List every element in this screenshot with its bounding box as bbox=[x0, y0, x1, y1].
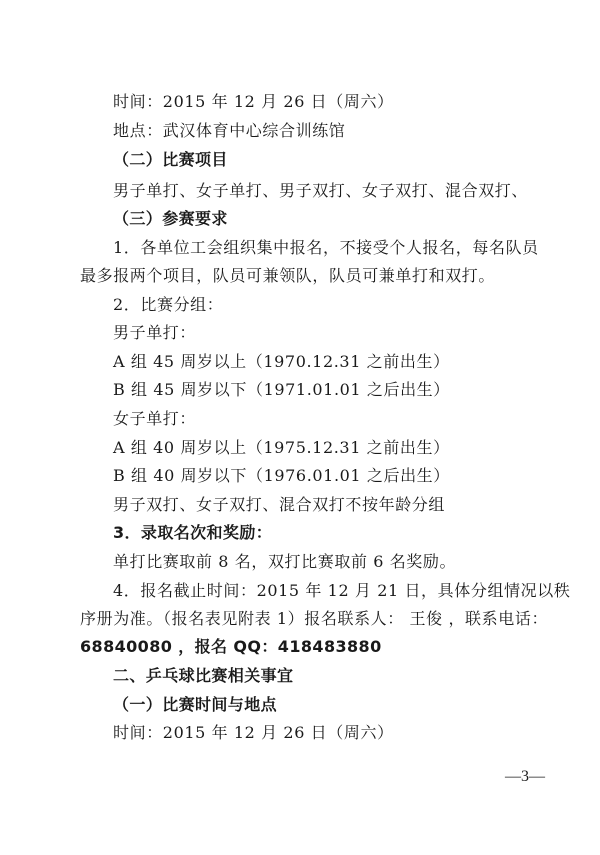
section-events-heading: （二）比赛项目 bbox=[113, 150, 228, 169]
doubles-note: 男子双打、女子双打、混合双打不按年龄分组 bbox=[113, 495, 446, 514]
tt-time-line: 时间：2015 年 12 月 26 日（周六） bbox=[113, 723, 394, 742]
requirement-1-line-2: 最多报两个项目，队员可兼领队，队员可兼单打和双打。 bbox=[80, 266, 496, 285]
requirement-4-line-2: 序册为准。（报名表见附表 1）报名联系人： 王俊 ，联系电话： bbox=[80, 609, 549, 628]
mens-group-b: B 组 45 周岁以下（1971.01.01 之后出生） bbox=[113, 380, 450, 399]
tt-time-venue-heading: （一）比赛时间与地点 bbox=[113, 695, 278, 714]
mens-group-a: A 组 45 周岁以上（1970.12.31 之前出生） bbox=[113, 352, 450, 371]
page-number: —3— bbox=[505, 768, 545, 785]
requirement-3-heading: 3．录取名次和奖励： bbox=[113, 523, 273, 542]
womens-group-a: A 组 40 周岁以上（1975.12.31 之前出生） bbox=[113, 438, 450, 457]
section-requirements-heading: （三）参赛要求 bbox=[113, 209, 228, 228]
venue-line: 地点：武汉体育中心综合训练馆 bbox=[113, 121, 346, 140]
awards-line: 单打比赛取前 8 名，双打比赛取前 6 名奖励。 bbox=[113, 552, 457, 571]
womens-group-b: B 组 40 周岁以下（1976.01.01 之后出生） bbox=[113, 466, 450, 485]
requirement-4-line-1: 4．报名截止时间：2015 年 12 月 21 日，具体分组情况以秩 bbox=[113, 581, 571, 600]
table-tennis-section-heading: 二、乒乓球比赛相关事宜 bbox=[113, 666, 294, 685]
womens-singles-label: 女子单打： bbox=[113, 409, 197, 428]
time-line: 时间：2015 年 12 月 26 日（周六） bbox=[113, 92, 394, 111]
contact-line: 68840080 ，报名 QQ：418483880 bbox=[80, 637, 382, 656]
mens-singles-label: 男子单打： bbox=[113, 323, 197, 342]
events-list: 男子单打、女子单打、男子双打、女子双打、混合双打、 bbox=[113, 181, 529, 200]
requirement-1-line-1: 1．各单位工会组织集中报名，不接受个人报名，每名队员 bbox=[113, 238, 539, 257]
requirement-2-heading: 2．比赛分组： bbox=[113, 295, 224, 314]
